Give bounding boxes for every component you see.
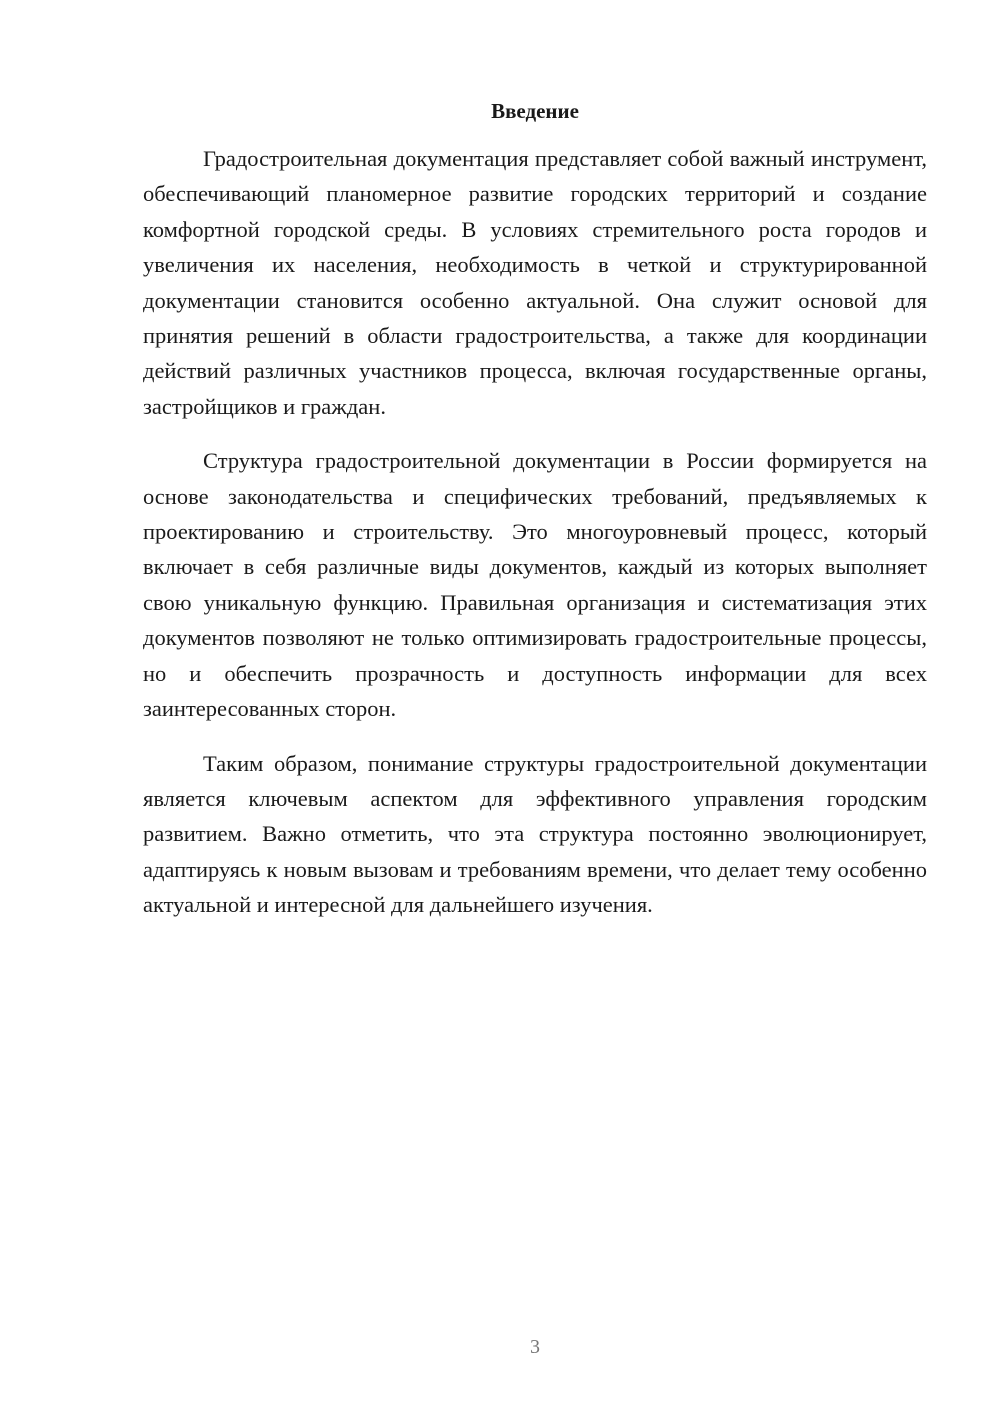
page-number: 3 — [530, 1336, 540, 1358]
section-title: Введение — [491, 99, 579, 123]
paragraph-2: Структура градостроительной документации в России формируется на основе законодательства и специфических требований, предъявляемых к проектированию и строительству. Это многоуровневый процесс, который включает в себя различные виды документов, каждый из которых выполняет свою уникальную функцию. Правильная организация и систематизация этих документов позволяют не только оптимизировать градостроительные процессы, но и обеспечить прозрачность и доступность информации для всех заинтересованных сторон. — [143, 448, 927, 722]
paragraph-3: Таким образом, понимание структуры градостроительной документации является ключевым аспектом для эффективного управления городским развитием. Важно отметить, что эта структура постоянно эволюционирует, адаптируясь к новым вызовам и требованиям времени, что делает тему особенно актуальной и интересной для дальнейшего изучения. — [143, 750, 927, 918]
paragraph-1: Градостроительная документация представляет собой важный инструмент, обеспечивающий планомерное развитие городских территорий и создание комфортной городской среды. В условиях стремительного роста городов и увеличения их населения, необходимость в четкой и структурированной документации становится особенно актуальной. Она служит основой для принятия решений в области градостроительства, а также для координации действий различных участников процесса, включая государственные органы, застройщиков и граждан. — [143, 146, 927, 419]
document-body — [143, 141, 927, 923]
